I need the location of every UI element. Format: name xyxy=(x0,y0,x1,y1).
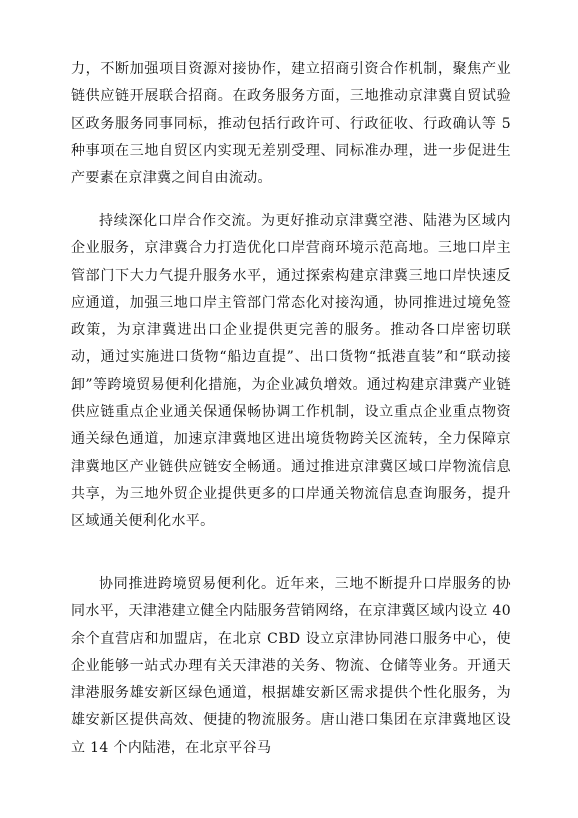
paragraph-trade-facilitation: 协同推进跨境贸易便利化。近年来，三地不断提升口岸服务的协同水平，天津港建立健全内陆服务营销网络，在京津冀区域内设立 40 余个直营店和加盟店，在北京 CBD 设立京津协同港口服务中心，使企业能够一站式办理有关天津港的关务、物流、仓储等业务。开通天津港服务雄安新区绿色通道，根据雄安新区需求提供个性化服务，为雄安新区提供高效、便捷的物流服务。唐山港口集团在京津冀地区设立 14 个内陆港，在北京平谷马 xyxy=(71,576,511,756)
paragraph-continuation: 力，不断加强项目资源对接协作，建立招商引资合作机制，聚焦产业链供应链开展联合招商。在政务服务方面，三地推动京津冀自贸试验区政务服务同事同标，推动包括行政许可、行政征收、行政确认等 5 种事项在三地自贸区内实现无差别受理、同标准办理，进一步促进生产要素在京津冀之间自由流动。 xyxy=(71,61,511,187)
paragraph-port-cooperation: 持续深化口岸合作交流。为更好推动京津冀空港、陆港为区域内企业服务，京津冀合力打造优化口岸营商环境示范高地。三地口岸主管部门下大力气提升服务水平，通过探索构建京津冀三地口岸快速反应通道，加强三地口岸主管部门常态化对接沟通，协同推进过境免签政策，为京津冀进出口企业提供更完善的服务。推动各口岸密切联动，通过实施进口货物“船边直提”、出口货物“抵港直装”和“联动接卸”等跨境贸易便利化措施，为企业减负增效。通过构建京津冀产业链供应链重点企业通关保通保畅协调工作机制，设立重点企业重点物资通关绿色通道，加速京津冀地区进出境货物跨关区流转，全力保障京津冀地区产业链供应链安全畅通。通过推进京津冀区域口岸物流信息共享，为三地外贸企业提供更多的口岸通关物流信息查询服务，提升区域通关便利化水平。 xyxy=(71,213,511,530)
